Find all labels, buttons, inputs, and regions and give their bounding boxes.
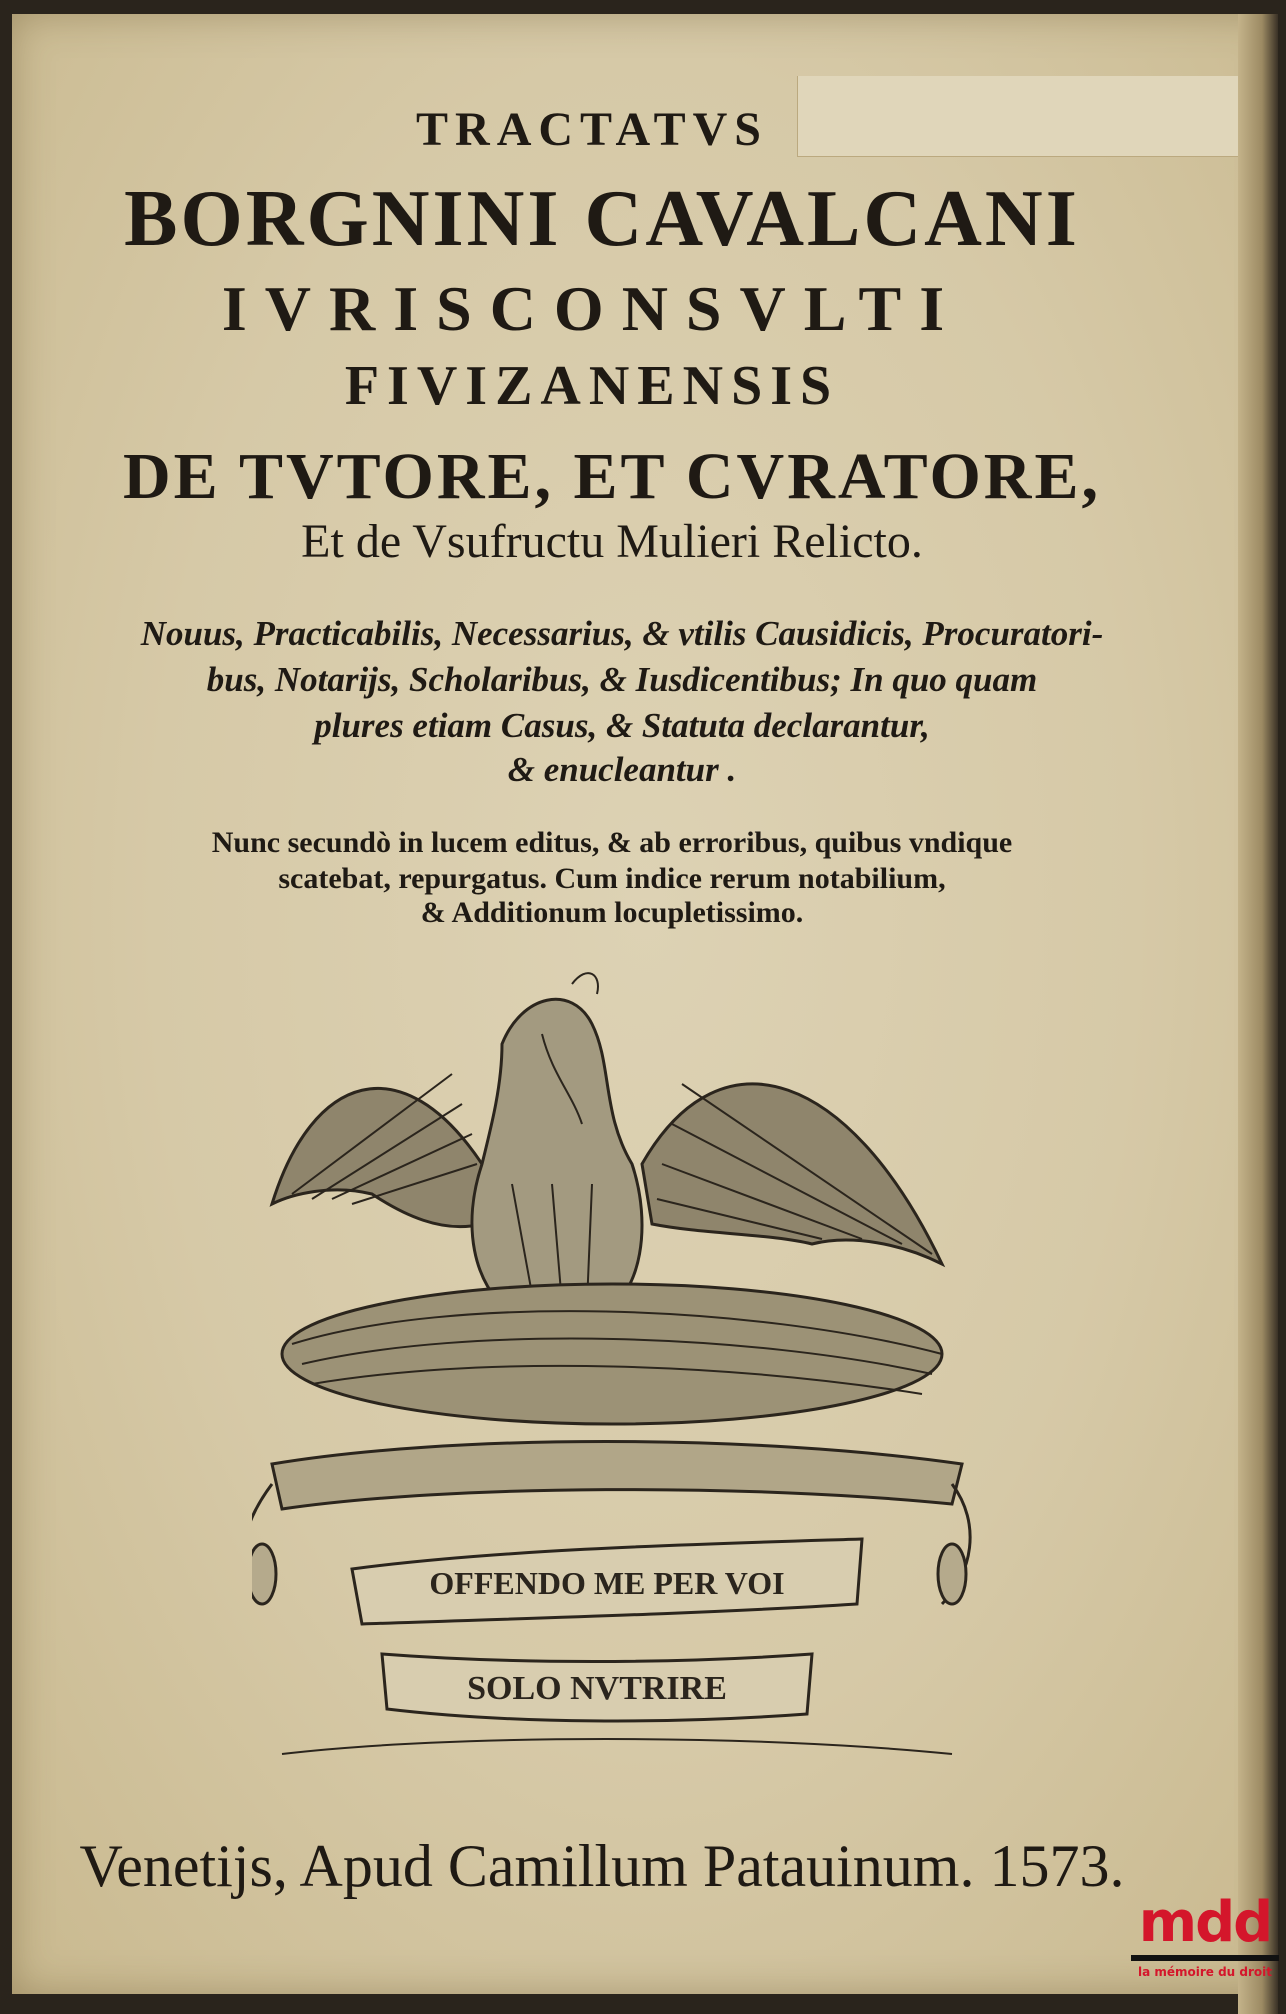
description-line: plures etiam Casus, & Statuta declarantur, xyxy=(314,706,930,745)
motto-line-1: OFFENDO ME PER VOI xyxy=(429,1565,785,1601)
author-name: BORGNINI CAVALCANI xyxy=(124,175,1080,263)
description-line: bus, Notarijs, Scholaribus, & Iusdicentibus; In quo quam xyxy=(206,660,1038,699)
work-title: DE TVTORE, ET CVRATORE, xyxy=(123,440,1101,513)
logo-bar xyxy=(1131,1955,1279,1961)
motto-line-2: SOLO NVTRIRE xyxy=(467,1670,727,1707)
work-subtitle: Et de Vsufructu Mulieri Relicto. xyxy=(301,515,923,568)
logo-tagline: la mémoire du droit xyxy=(1137,1965,1273,1979)
description-line: Nouus, Practicabilis, Necessarius, & vtilis Causidicis, Procuratori- xyxy=(140,614,1104,653)
author-origin: FIVIZANENSIS xyxy=(344,355,840,417)
logo-mark: mdd xyxy=(1138,1890,1272,1955)
title-tractatus: TRACTATVS xyxy=(416,103,768,156)
pelican-woodcut-device xyxy=(252,964,972,1804)
imprint: Venetijs, Apud Camillum Patauinum. 1573. xyxy=(79,1833,1125,1899)
description-line: & enucleantur . xyxy=(507,750,737,789)
book-title-page xyxy=(12,14,1278,1994)
edition-line: scatebat, repurgatus. Cum indice rerum notabilium, xyxy=(278,862,946,895)
edition-line: Nunc secundò in lucem editus, & ab erroribus, quibus vndique xyxy=(211,826,1013,859)
page-edge xyxy=(1238,14,1278,2014)
edition-line: & Additionum locupletissimo. xyxy=(420,896,804,929)
mdd-watermark-logo xyxy=(1125,1890,1285,1995)
author-profession: IVRISCONSVLTI xyxy=(221,273,963,344)
